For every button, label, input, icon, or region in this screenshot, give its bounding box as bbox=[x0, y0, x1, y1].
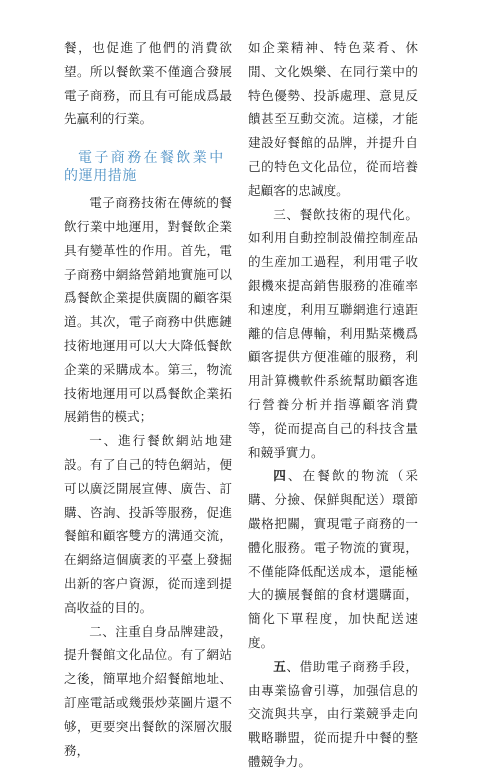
point-4-lead: 四 bbox=[273, 468, 288, 484]
point-4-text: 、在餐飲的物流（采購、分撿、保鮮與配送）環節嚴格把關，實現電子商務的一體化服務。電子物流的實現，不僅能降低配送成本，還能極大的擴展餐館的食材選購面，簡化下單程度，加快配送速度。 bbox=[248, 468, 419, 650]
paragraph-intro: 電子商務技術在傳統的餐飲行業中地運用，對餐飲企業具有變革性的作用。首先，電子商務中網絡營銷地實施可以爲餐飲企業提供廣闊的顧客渠道。其次，電子商務中供應鏈技術地運用可以大大降低餐飲企業的采購成本。第三，物流技術地運用可以爲餐飲企業拓展銷售的模式； bbox=[64, 195, 232, 425]
paragraph-point-1: 一、進行餐飲網站地建設。有了自己的特色網站，便可以廣泛開展宣傳、廣告、訂購、咨詢、投訴等服務，促進餐館和顧客雙方的溝通交流，在網絡這個廣袤的平臺上發掘出新的客户資源，從而達到提高收益的目的。 bbox=[64, 433, 232, 615]
section-heading-line-1: 電子商務在餐飲業中 bbox=[78, 150, 226, 167]
point-5-lead: 五 bbox=[273, 658, 287, 674]
paragraph-point-3: 三、餐飲技術的現代化。如利用自動控制設備控制産品的生産加工過程，利用電子收銀機來提高銷售服務的准確率和速度，利用互聯網進行遠距離的信息傳輸，利用點菜機爲顧客提供方便准確的服務，利用計算機軟件系統幫助顧客進行營養分析并指導顧客消費等，從而提高自己的科技含量和競爭實力。 bbox=[248, 206, 418, 460]
left-column bbox=[64, 36, 232, 762]
paragraph-point-2-continued: 如企業精神、特色菜肴、休閒、文化娛樂、在同行業中的特色優勢、投訴處理、意見反饋甚至互動交流。這樣，才能建設好餐館的品牌，并提升自己的特色文化品位，從而培養起顧客的忠誠度。 bbox=[248, 40, 418, 198]
right-column bbox=[248, 36, 418, 774]
paragraph-point-2: 二、注重自身品牌建設，提升餐館文化品位。有了網站之後，簡單地介紹餐館地址、訂座電話或幾張炒菜圖片還不够，更要突出餐飲的深層次服務， bbox=[64, 623, 232, 758]
point-5-text: 、借助電子商務手段，由專業協會引導，加强信息的交流與共享，由行業競爭走向戰略聯盟，從而提升中餐的整體競争力。 bbox=[248, 658, 419, 769]
paragraph-point-4 bbox=[248, 464, 418, 654]
paragraph-point-5 bbox=[248, 655, 418, 774]
section-heading bbox=[64, 149, 232, 185]
section-heading-line-2: 的運用措施 bbox=[64, 168, 137, 185]
paragraph-continuation: 餐，也促進了他們的消費欲望。所以餐飲業不僅適合發展電子商務，而且有可能成爲最先贏利的行業。 bbox=[64, 40, 232, 127]
